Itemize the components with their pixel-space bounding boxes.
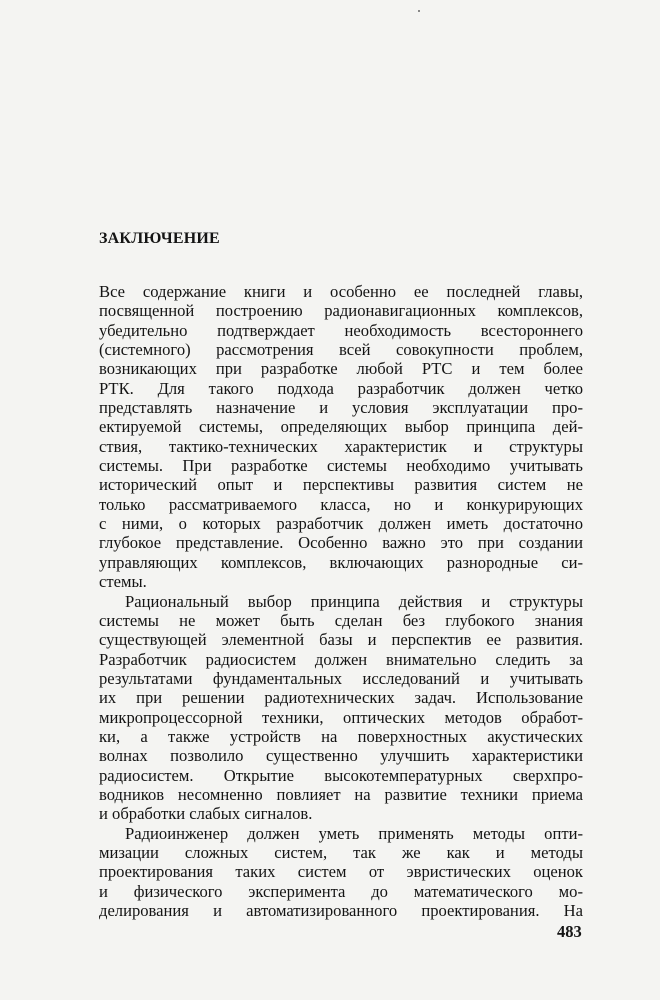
text-line: посвященной построению радионавигационных комплексов, bbox=[99, 301, 583, 321]
text-line: микропроцессорной техники, оптических методов обработ- bbox=[99, 707, 583, 727]
page-number: 483 bbox=[557, 922, 582, 941]
text-line: ствия, тактико-технических характеристик и структуры bbox=[99, 436, 583, 456]
text-line: их при решении радиотехнических задач. Использование bbox=[99, 688, 583, 708]
speck-mark bbox=[418, 10, 420, 12]
text-line: глубокое представление. Особенно важно это при создании bbox=[99, 533, 583, 553]
text-line: проектирования таких систем от эвристических оценок bbox=[99, 862, 583, 882]
text-line: РТК. Для такого подхода разработчик должен четко bbox=[99, 378, 583, 398]
text-line: радиосистем. Открытие высокотемпературных сверхпро- bbox=[99, 765, 583, 785]
text-line: возникающих при разработке любой РТС и тем более bbox=[99, 359, 583, 379]
text-line: ектируемой системы, определяющих выбор принципа дей- bbox=[99, 417, 583, 437]
text-line: стемы. bbox=[99, 572, 147, 592]
text-line: результатами фундаментальных исследований и учитывать bbox=[99, 668, 583, 688]
body-text bbox=[99, 282, 583, 920]
text-line: мизации сложных систем, так же как и методы bbox=[99, 842, 583, 862]
text-line: представлять назначение и условия эксплуатации про- bbox=[99, 398, 583, 418]
text-line: Радиоинженер должен уметь применять методы опти- bbox=[125, 823, 583, 843]
text-line: системы. При разработке системы необходимо учитывать bbox=[99, 456, 583, 476]
text-line: системы не может быть сделан без глубокого знания bbox=[99, 610, 583, 630]
text-line: существующей элементной базы и перспектив ее развития. bbox=[99, 630, 583, 650]
text-line: делирования и автоматизированного проектирования. На bbox=[99, 901, 583, 920]
text-line: и обработки слабых сигналов. bbox=[99, 804, 313, 824]
text-line: водников несомненно повлияет на развитие техники приема bbox=[99, 784, 583, 804]
text-line: исторический опыт и перспективы развития систем не bbox=[99, 475, 583, 495]
text-line: (системного) рассмотрения всей совокупности проблем, bbox=[99, 340, 583, 360]
text-line: волнах позволило существенно улучшить характеристики bbox=[99, 746, 583, 766]
text-line: Разработчик радиосистем должен внимательно следить за bbox=[99, 649, 583, 669]
text-line: только рассматриваемого класса, но и конкурирующих bbox=[99, 494, 583, 514]
chapter-heading: ЗАКЛЮЧЕНИЕ bbox=[99, 230, 220, 247]
text-line: управляющих комплексов, включающих разнородные си- bbox=[99, 552, 583, 572]
text-line: и физического эксперимента до математического мо- bbox=[99, 881, 583, 901]
text-line: Рациональный выбор принципа действия и структуры bbox=[125, 591, 583, 611]
text-line: убедительно подтверждает необходимость всестороннего bbox=[99, 320, 583, 340]
text-line: с ними, о которых разработчик должен иметь достаточно bbox=[99, 514, 583, 534]
text-line: Все содержание книги и особенно ее последней главы, bbox=[99, 282, 583, 301]
text-line: ки, а также устройств на поверхностных акустических bbox=[99, 726, 583, 746]
